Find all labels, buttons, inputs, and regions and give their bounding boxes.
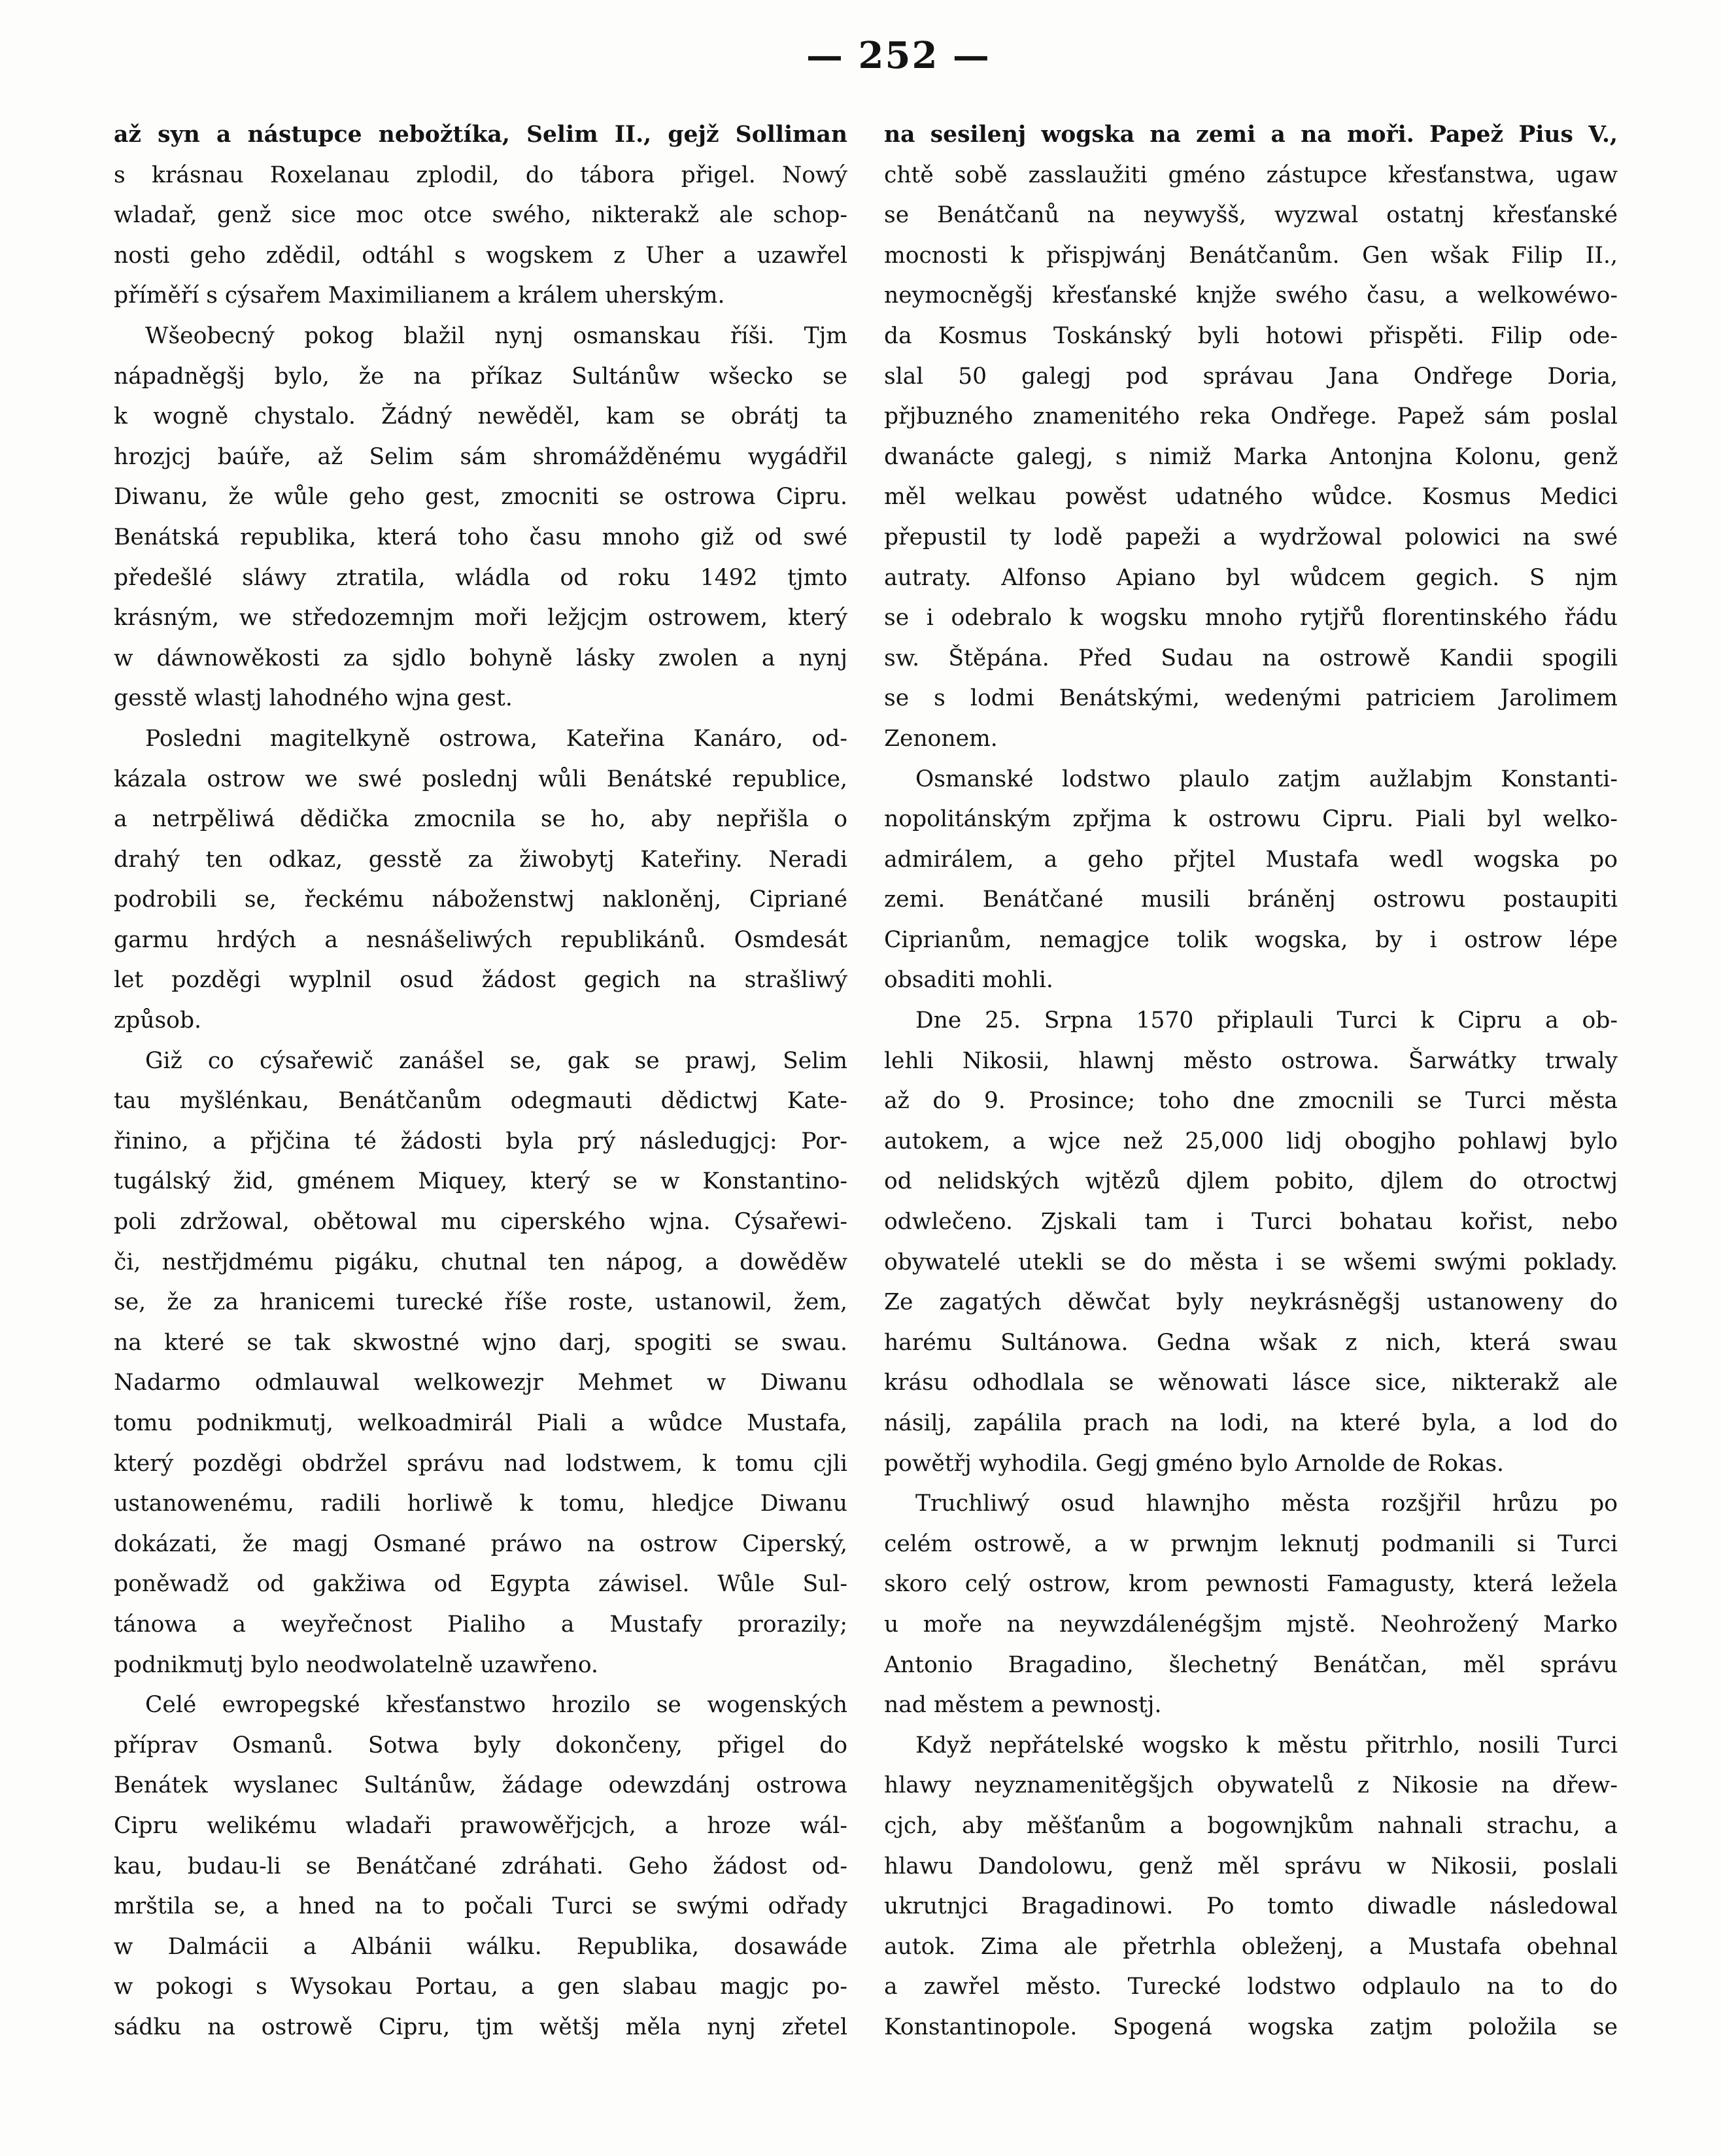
- text-line: sádku na ostrowě Cipru, tjm wětšj měla nynj zřetel: [114, 2013, 847, 2040]
- text-line: se, že za hranicemi turecké říše roste, ustanowil, žem,: [114, 1289, 847, 1316]
- text-line: se s lodmi Benátskými, wedenými patriciem Jarolimem: [884, 685, 1618, 712]
- text-line: hlawu Dandolowu, genž měl správu w Nikosii, poslali: [884, 1853, 1618, 1879]
- text-line: tau myšlénkau, Benátčanům odegmauti dědictwj Kate-: [114, 1088, 847, 1115]
- text-line: u moře na neywzdálenégšjm mjstě. Neohrožený Marko: [884, 1611, 1618, 1638]
- text-line: či, nestřjdmému pigáku, chutnal ten nápog, a dowěděw: [114, 1249, 847, 1275]
- right-column: [884, 115, 1618, 2048]
- text-line: neymocněgšj křesťanské knjže swého času, a welkowéwo-: [884, 282, 1618, 309]
- text-line: Konstantinopole. Spogená wogska zatjm položila se: [884, 2013, 1618, 2040]
- text-line: obsaditi mohli.: [884, 967, 1053, 994]
- text-line: dwanácte galegj, s nimiž Marka Antonjna Kolonu, genž: [884, 443, 1618, 470]
- text-line: a netrpěliwá dědička zmocnila se ho, aby nepřišla o: [114, 806, 847, 833]
- text-line: Diwanu, že wůle geho gest, zmocniti se ostrowa Cipru.: [114, 484, 847, 511]
- text-line: autokem, a wjce než 25,000 lidj obogjho pohlawj bylo: [884, 1128, 1618, 1154]
- text-line: Cipru welikému wladaři prawowěřjcjch, a hroze wál-: [114, 1812, 847, 1839]
- text-line: Když nepřátelské wogsko k městu přitrhlo, nosili Turci: [915, 1732, 1618, 1759]
- text-line: tugálský žid, gménem Miquey, který se w Konstantino-: [114, 1168, 847, 1195]
- left-column: [114, 115, 847, 2048]
- text-line: kau, budau-li se Benátčané zdráhati. Geho žádost od-: [114, 1853, 847, 1879]
- text-line: nosti geho zdědil, odtáhl s wogskem z Uher a uzawřel: [114, 242, 847, 269]
- text-line: w Dalmácii a Albánii wálku. Republika, dosawáde: [114, 1933, 847, 1960]
- text-line: a zawřel město. Turecké lodstwo odplaulo na to do: [884, 1974, 1618, 2000]
- text-line: autok. Zima ale přetrhla obleženj, a Mustafa obehnal: [884, 1933, 1618, 1960]
- text-line: k wogně chystalo. Žádný newěděl, kam se obrátj ta: [114, 403, 847, 430]
- text-line: na sesilenj wogska na zemi a na moři. Papež Pius V.,: [884, 122, 1618, 148]
- text-line: způsob.: [114, 1007, 202, 1034]
- text-line: Zenonem.: [884, 725, 998, 752]
- text-line: celém ostrowě, a w prwnjm leknutj podmanili si Turci: [884, 1530, 1618, 1557]
- text-line: Nadarmo odmlauwal welkowezjr Mehmet w Diwanu: [114, 1370, 847, 1396]
- text-line: přepustil ty lodě papeži a wydržowal polowici na swé: [884, 524, 1618, 550]
- text-line: mrštila se, a hned na to počali Turci se swými odřady: [114, 1893, 847, 1920]
- text-line: admirálem, a geho přjtel Mustafa wedl wogska po: [884, 846, 1618, 873]
- text-line: krásným, we středozemnjm moři ležjcjm ostrowem, který: [114, 605, 847, 632]
- page-number: — 252 —: [806, 34, 991, 77]
- text-line: až do 9. Prosince; toho dne zmocnili se Turci města: [884, 1088, 1618, 1115]
- text-line: násilj, zapálila prach na lodi, na které byla, a lod do: [884, 1410, 1618, 1436]
- text-line: lehli Nikosii, hlawnj město ostrowa. Šarwátky trwaly: [884, 1047, 1618, 1074]
- text-line: Giž co cýsařewič zanášel se, gak se prawj, Selim: [145, 1047, 847, 1074]
- text-line: nad městem a pewnostj.: [884, 1692, 1162, 1719]
- text-line: poněwadž od gakžiwa od Egypta záwisel. Wůle Sul-: [114, 1571, 847, 1598]
- text-line: předešlé sláwy ztratila, wládla od roku 1492 tjmto: [114, 564, 847, 591]
- text-line: sw. Štěpána. Před Sudau na ostrowě Kandii spogili: [884, 645, 1618, 671]
- text-line: Benátská republika, která toho času mnoho giž od swé: [114, 524, 847, 550]
- text-line: podrobili se, řeckému náboženstwj nakloněnj, Cipriané: [114, 886, 847, 913]
- text-line: Truchliwý osud hlawnjho města rozšjřil hrůzu po: [915, 1491, 1618, 1517]
- text-line: hlawy neyznamenitěgšjch obywatelů z Nikosie na dřew-: [884, 1772, 1618, 1799]
- text-line: odwlečeno. Zjskali tam i Turci bohatau kořist, nebo: [884, 1209, 1618, 1236]
- text-line: wladař, genž sice moc otce swého, nikterakž ale schop-: [114, 202, 847, 229]
- text-line: slal 50 galegj pod správau Jana Ondřege Doria,: [884, 363, 1618, 390]
- text-line: kázala ostrow we swé poslednj wůli Benátské republice,: [114, 766, 847, 792]
- text-line: powětřj wyhodila. Gegj gméno bylo Arnolde de Rokas.: [884, 1450, 1504, 1477]
- text-line: s krásnau Roxelanau zplodil, do tábora přigel. Nowý: [114, 161, 847, 188]
- text-line: krásu odhodlala se wěnowati lásce sice, nikterakž ale: [884, 1370, 1618, 1396]
- text-line: cjch, aby měšťanům a bogownjkům nahnali strachu, a: [884, 1812, 1618, 1839]
- text-line: podnikmutj bylo neodwolatelně uzawřeno.: [114, 1651, 598, 1678]
- text-line: Posledni magitelkyně ostrowa, Kateřina Kanáro, od-: [145, 725, 847, 752]
- text-line: nápadněgšj bylo, že na příkaz Sultánůw wšecko se: [114, 363, 847, 390]
- text-line: ukrutnjci Bragadinowi. Po tomto diwadle následowal: [884, 1893, 1618, 1920]
- text-line: Benátek wyslanec Sultánůw, žádage odewzdánj ostrowa: [114, 1772, 847, 1799]
- text-line: se i odebralo k wogsku mnoho rytjřů florentinského řádu: [884, 605, 1618, 632]
- text-line: dokázati, že magj Osmané práwo na ostrow Ciperský,: [114, 1530, 847, 1557]
- text-line: Wšeobecný pokog blažil nynj osmanskau říši. Tjm: [145, 322, 847, 349]
- text-line: drahý ten odkaz, gesstě za žiwobytj Kateřiny. Neradi: [114, 846, 847, 873]
- text-line: harému Sultánowa. Gedna wšak z nich, která swau: [884, 1329, 1618, 1356]
- text-line: nopolitánským zpřjma k ostrowu Cipru. Piali byl welko-: [884, 806, 1618, 833]
- text-line: Antonio Bragadino, šlechetný Benátčan, měl správu: [884, 1651, 1618, 1678]
- text-line: na které se tak skwostné wjno darj, spogiti se swau.: [114, 1329, 847, 1356]
- text-line: zemi. Benátčané musili bráněnj ostrowu postaupiti: [884, 886, 1618, 913]
- text-line: w dáwnowěkosti za sjdlo bohyně lásky zwolen a nynj: [114, 645, 847, 671]
- text-line: skoro celý ostrow, krom pewnosti Famagusty, která ležela: [884, 1571, 1618, 1598]
- text-line: gesstě wlastj lahodného wjna gest.: [114, 685, 513, 712]
- text-line: až syn a nástupce nebožtíka, Selim II., gejž Solliman: [114, 122, 847, 148]
- text-line: mocnosti k přispjwánj Benátčanům. Gen wšak Filip II.,: [884, 242, 1618, 269]
- text-line: obywatelé utekli se do města i se wšemi swými poklady.: [884, 1249, 1618, 1275]
- text-line: přjbuzného znamenitého reka Ondřege. Papež sám poslal: [884, 403, 1618, 430]
- text-line: se Benátčanů na neywyšš, wyzwal ostatnj křesťanské: [884, 202, 1618, 229]
- text-line: w pokogi s Wysokau Portau, a gen slabau magjc po-: [114, 1974, 847, 2000]
- text-line: od nelidských wjtězů djlem pobito, djlem do otroctwj: [884, 1168, 1618, 1195]
- text-line: Celé ewropegské křesťanstwo hrozilo se wogenských: [145, 1692, 847, 1719]
- text-line: Osmanské lodstwo plaulo zatjm aužlabjm Konstanti-: [915, 766, 1618, 792]
- text-line: měl welkau powěst udatného wůdce. Kosmus Medici: [884, 484, 1618, 511]
- text-line: tánowa a weyřečnost Pialiho a Mustafy prorazily;: [114, 1611, 847, 1638]
- text-line: Ciprianům, nemagjce tolik wogska, by i ostrow lépe: [884, 926, 1618, 953]
- text-line: řinino, a přjčina té žádosti byla prý následugjcj: Por-: [114, 1128, 847, 1154]
- text-line: hrozjcj baúře, až Selim sám shromážděnému wygádřil: [114, 443, 847, 470]
- text-line: autraty. Alfonso Apiano byl wůdcem gegich. S njm: [884, 564, 1618, 591]
- text-line: příměří s cýsařem Maximilianem a králem uherským.: [114, 282, 725, 309]
- text-line: Ze zagatých děwčat byly neykrásněgšj ustanoweny do: [884, 1289, 1618, 1316]
- text-line: ustanowenému, radili horliwě k tomu, hledjce Diwanu: [114, 1491, 847, 1517]
- text-line: let pozděgi wyplnil osud žádost gegich na strašliwý: [114, 967, 847, 994]
- text-line: chtě sobě zasslaužiti gméno zástupce křesťanstwa, ugaw: [884, 161, 1618, 188]
- text-line: garmu hrdých a nesnášeliwých republikánů. Osmdesát: [114, 926, 847, 953]
- text-line: tomu podnikmutj, welkoadmirál Piali a wůdce Mustafa,: [114, 1410, 847, 1436]
- text-line: který pozděgi obdržel správu nad lodstwem, k tomu cjli: [114, 1450, 847, 1477]
- text-line: da Kosmus Toskánský byli hotowi přispěti. Filip ode-: [884, 322, 1618, 349]
- text-line: Dne 25. Srpna 1570 připlauli Turci k Cipru a ob-: [915, 1007, 1618, 1034]
- text-line: poli zdržowal, obětowal mu ciperského wjna. Cýsařewi-: [114, 1209, 847, 1236]
- text-line: příprav Osmanů. Sotwa byly dokončeny, přigel do: [114, 1732, 847, 1759]
